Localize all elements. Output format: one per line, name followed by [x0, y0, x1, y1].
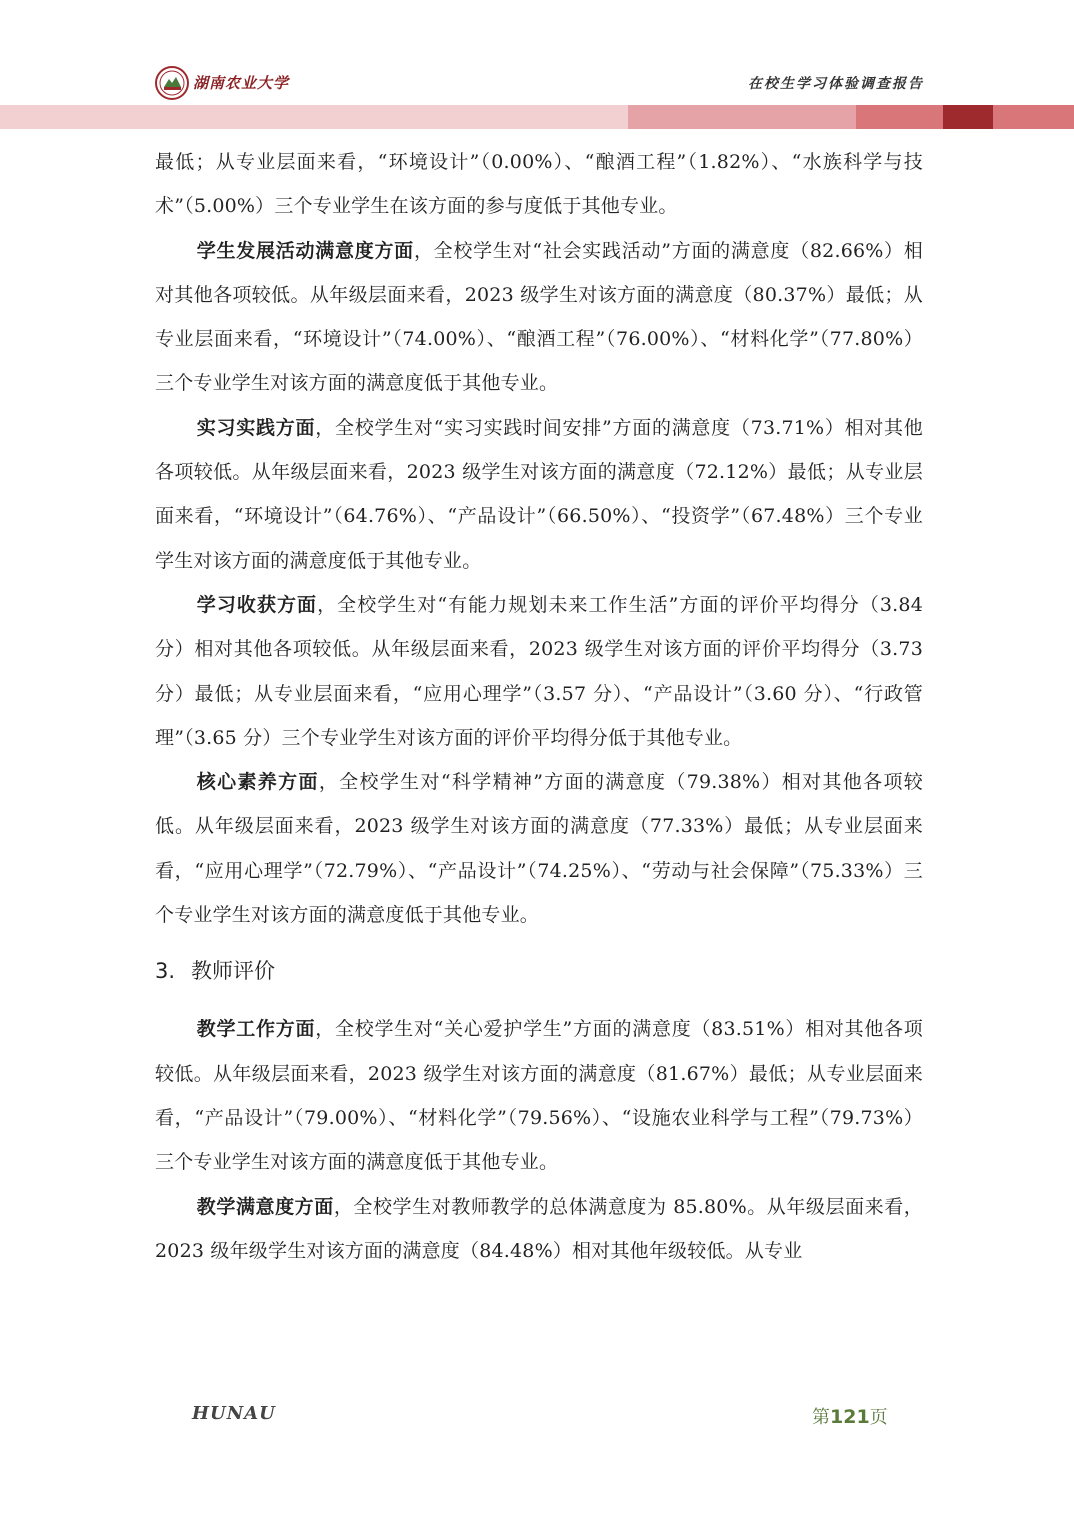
paragraph-continued: 最低；从专业层面来看，“环境设计”（0.00%）、“酿酒工程”（1.82%）、“水族科学与技术”（5.00%）三个专业学生在该方面的参与度低于其他专业。 [155, 151, 923, 218]
footer-logo: HUNAU [192, 1403, 276, 1424]
page-suffix: 页 [869, 1407, 888, 1428]
page-number-value: 121 [830, 1406, 870, 1428]
paragraph-teaching-satisfaction [155, 1185, 923, 1274]
section-heading [155, 949, 923, 993]
university-seal-icon [155, 66, 189, 100]
page-number [812, 1403, 888, 1429]
paragraph-lead: 实习实践方面 [196, 416, 316, 439]
paragraph-text: ，全校学生对“科学精神”方面的满意度（79.38%）相对其他各项较低。从年级层面来看，2023 级学生对该方面的满意度（77.33%）最低；从专业层面来看，“应用心理学”（72.79%）、“产品设计”（74.25%）、“劳动与社会保障”（75.33%）三个专业学生对该方面的满意度低于其他专业。 [155, 771, 923, 927]
university-name: 湖南农业大学 [193, 74, 290, 92]
paragraph-text: ，全校学生对“社会实践活动”方面的满意度（82.66%）相对其他各项较低。从年级层面来看，2023 级学生对该方面的满意度（80.37%）最低；从专业层面来看，“环境设计”（74.00%）、“酿酒工程”（76.00%）、“材料化学”（77.80%）三个专业学生对该方面的满意度低于其他专业。 [155, 239, 924, 395]
header-band [628, 105, 856, 129]
section-title: 教师评价 [191, 959, 276, 984]
section-number: 3. [155, 959, 176, 984]
header-band [0, 105, 628, 129]
page-body [155, 140, 923, 1273]
paragraph-teaching-work [155, 1007, 923, 1184]
paragraph-core-literacy [155, 760, 923, 937]
report-title: 在校生学习体验调查报告 [748, 76, 924, 92]
paragraph-lead: 学生发展活动满意度方面 [196, 239, 414, 262]
header-band [943, 105, 993, 129]
paragraph-student-development [155, 229, 923, 406]
paragraph-lead: 教学满意度方面 [196, 1195, 334, 1218]
paragraph-learning-gains [155, 583, 923, 760]
paragraph-lead: 学习收获方面 [196, 593, 318, 616]
header-band [856, 105, 943, 129]
header-band [993, 105, 1074, 129]
page-prefix: 第 [812, 1407, 830, 1428]
paragraph-lead: 核心素养方面 [196, 771, 319, 794]
paragraph-internship [155, 406, 923, 583]
paragraph-text: ，全校学生对“实习实践时间安排”方面的满意度（73.71%）相对其他各项较低。从年级层面来看，2023 级学生对该方面的满意度（72.12%）最低；从专业层面来看，“环境设计”（64.76%）、“产品设计”（66.50%）、“投资学”（67.48%）三个专业学生对该方面的满意度低于其他专业。 [155, 416, 923, 572]
paragraph-text: ，全校学生对“关心爱护学生”方面的满意度（83.51%）相对其他各项较低。从年级层面来看，2023 级学生对该方面的满意度（81.67%）最低；从专业层面来看，“产品设计”（79.00%）、“材料化学”（79.56%）、“设施农业科学与工程”（79.73%）三个专业学生对该方面的满意度低于其他专业。 [155, 1018, 923, 1174]
paragraph-text: ，全校学生对“有能力规划未来工作生活”方面的评价平均得分（3.84 分）相对其他各项较低。从年级层面来看，2023 级学生对该方面的评价平均得分（3.73 分）最低；从专业层面来看，“应用心理学”（3.57 分）、“产品设计”（3.60 分）、“行政管理”（3.65 分）三个专业学生对该方面的评价平均得分低于其他专业。 [155, 593, 923, 749]
paragraph-lead: 教学工作方面 [196, 1018, 316, 1041]
paragraph-text: ，全校学生对教师教学的总体满意度为 85.80%。从年级层面来看，2023 级年级学生对该方面的满意度（84.48%）相对其他年级较低。从专业 [155, 1195, 924, 1262]
page-header [0, 0, 1074, 135]
